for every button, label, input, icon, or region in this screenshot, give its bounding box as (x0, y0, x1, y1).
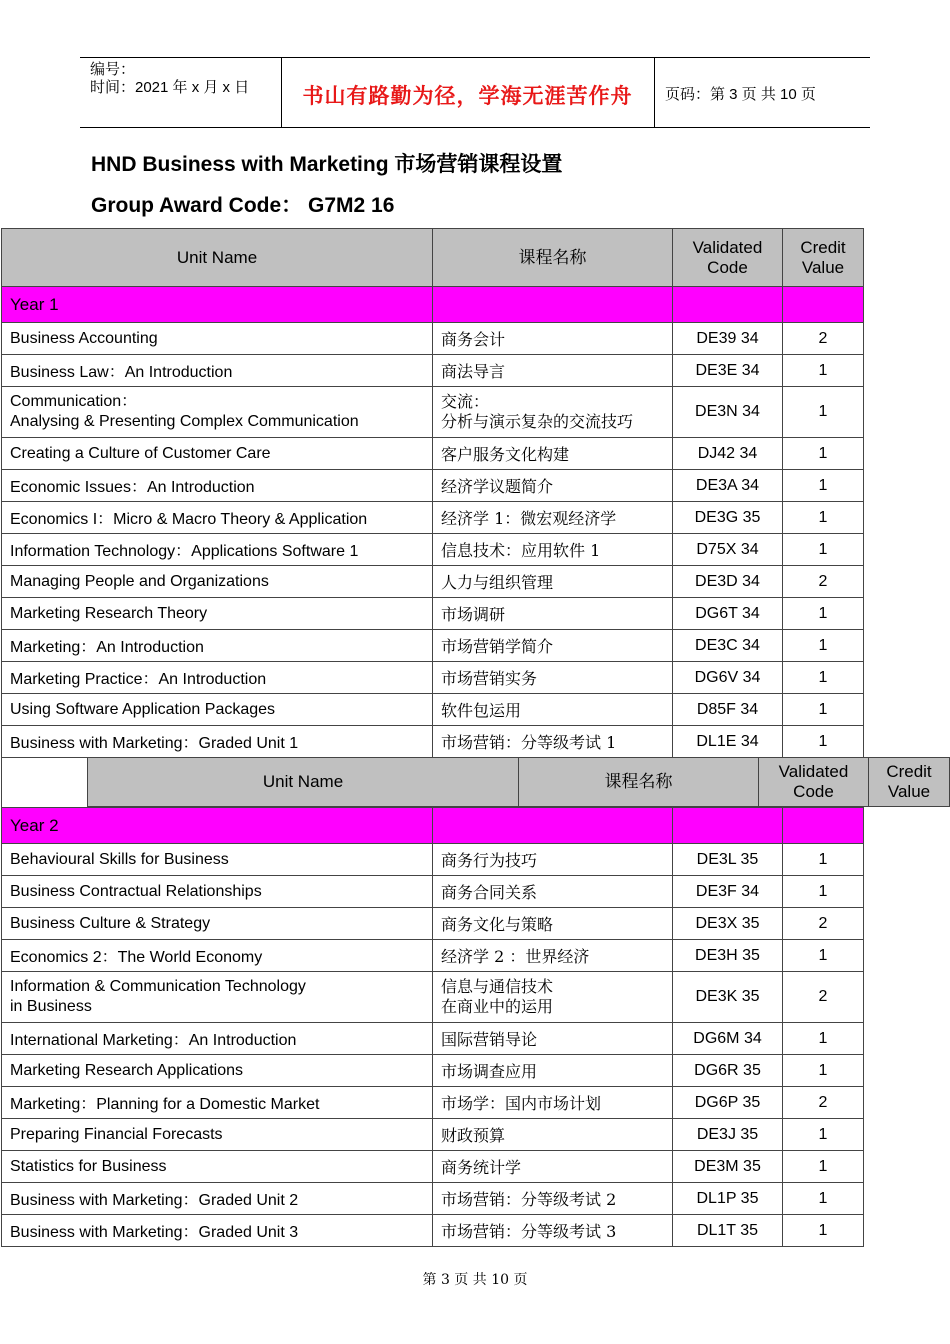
table-row (2, 502, 864, 534)
cn-name-cell: 软件包运用 (433, 694, 673, 726)
year-empty-cell (433, 287, 673, 323)
validated-code-cell: DJ42 34 (673, 438, 783, 470)
table-row (2, 1023, 864, 1055)
cn-name-cell: 市场营销学简介 (433, 630, 673, 662)
validated-code-cell: DL1P 35 (673, 1183, 783, 1215)
cn-name-cell: 市场调查应用 (433, 1055, 673, 1087)
year-row (2, 808, 864, 844)
unit-name-cell: Statistics for Business (2, 1151, 433, 1183)
unit-name-cell: Marketing Practice：An Introduction (2, 662, 433, 694)
unit-name-cell: Information Technology：Applications Software 1 (2, 534, 433, 566)
credit-value-cell: 2 (783, 566, 864, 598)
unit-name-cell: Business Contractual Relationships (2, 876, 433, 908)
unit-name-cell: Marketing Research Applications (2, 1055, 433, 1087)
year-label: Year 1 (2, 287, 433, 323)
credit-value-cell: 1 (783, 355, 864, 387)
table-row (2, 323, 864, 355)
year-empty-cell (673, 808, 783, 844)
unit-name-cell: Preparing Financial Forecasts (2, 1119, 433, 1151)
credit-value-cell: 1 (783, 1183, 864, 1215)
table-row (2, 566, 864, 598)
year-empty-cell (673, 287, 783, 323)
col-header-cn-name: 课程名称 (519, 758, 759, 807)
table-row (2, 1151, 864, 1183)
unit-name-cell: Business Accounting (2, 323, 433, 355)
credit-value-cell: 1 (783, 1215, 864, 1247)
validated-code-cell: DG6P 35 (673, 1087, 783, 1119)
credit-value-cell: 1 (783, 726, 864, 758)
table-row (2, 844, 864, 876)
credit-value-cell: 2 (783, 908, 864, 940)
unit-name-cell: Economics I：Micro & Macro Theory & Application (2, 502, 433, 534)
credit-value-cell: 1 (783, 662, 864, 694)
table-header-stub (1, 757, 88, 807)
year2-table-header (87, 757, 950, 807)
unit-name-cell: Economics 2：The World Economy (2, 940, 433, 972)
cn-name-cell: 市场学：国内市场计划 (433, 1087, 673, 1119)
cn-name-cell: 财政预算 (433, 1119, 673, 1151)
year-empty-cell (783, 808, 864, 844)
validated-code-cell: DE3A 34 (673, 470, 783, 502)
cn-name-cell: 国际营销导论 (433, 1023, 673, 1055)
validated-code-cell: DG6M 34 (673, 1023, 783, 1055)
page-footer: 第 3 页 共 10 页 (422, 1272, 528, 1288)
credit-value-cell: 2 (783, 1087, 864, 1119)
cn-name-cell: 市场营销实务 (433, 662, 673, 694)
header-motto-cell (281, 58, 655, 127)
table-row (2, 662, 864, 694)
unit-name-cell: International Marketing：An Introduction (2, 1023, 433, 1055)
cn-name-cell: 商务合同关系 (433, 876, 673, 908)
credit-value-cell: 1 (783, 876, 864, 908)
cn-name-cell: 经济学议题简介 (433, 470, 673, 502)
document-header (80, 57, 870, 128)
cn-name-cell: 交流： 分析与演示复杂的交流技巧 (433, 387, 673, 438)
table-row (2, 726, 864, 758)
table-row (2, 1215, 864, 1247)
validated-code-cell: DE3M 35 (673, 1151, 783, 1183)
year2-units-table (1, 807, 864, 1247)
document-number-label: 编号： (90, 61, 136, 78)
cn-name-cell: 市场调研 (433, 598, 673, 630)
table-row (2, 598, 864, 630)
table-row (2, 387, 864, 438)
table-row (2, 876, 864, 908)
table-row (2, 438, 864, 470)
col-header-cn-name: 课程名称 (433, 229, 673, 287)
unit-name-cell: Information & Communication Technology in Business (2, 972, 433, 1023)
validated-code-cell: DG6R 35 (673, 1055, 783, 1087)
validated-code-cell: DE3L 35 (673, 844, 783, 876)
year-empty-cell (433, 808, 673, 844)
validated-code-cell: DE3G 35 (673, 502, 783, 534)
credit-value-cell: 1 (783, 534, 864, 566)
credit-value-cell: 1 (783, 1151, 864, 1183)
credit-value-cell: 1 (783, 694, 864, 726)
col-header-credit-value: Credit Value (783, 229, 864, 287)
table-row (2, 1119, 864, 1151)
year-row (2, 287, 864, 323)
credit-value-cell: 1 (783, 470, 864, 502)
validated-code-cell: DL1E 34 (673, 726, 783, 758)
table-row (2, 1087, 864, 1119)
cn-name-cell: 商务统计学 (433, 1151, 673, 1183)
col-header-validated-code: Validated Code (759, 758, 869, 807)
unit-name-cell: Business Law：An Introduction (2, 355, 433, 387)
unit-name-cell: Business with Marketing：Graded Unit 3 (2, 1215, 433, 1247)
credit-value-cell: 1 (783, 598, 864, 630)
validated-code-cell: D85F 34 (673, 694, 783, 726)
table-row (2, 1055, 864, 1087)
validated-code-cell: DE3K 35 (673, 972, 783, 1023)
col-header-validated-code: Validated Code (673, 229, 783, 287)
unit-name-cell: Marketing：Planning for a Domestic Market (2, 1087, 433, 1119)
table-row (2, 355, 864, 387)
col-header-credit-value: Credit Value (869, 758, 950, 807)
year-label: Year 2 (2, 808, 433, 844)
credit-value-cell: 2 (783, 972, 864, 1023)
validated-code-cell: DE3J 35 (673, 1119, 783, 1151)
col-header-unit-name: Unit Name (88, 758, 519, 807)
cn-name-cell: 信息与通信技术 在商业中的运用 (433, 972, 673, 1023)
table-row (2, 972, 864, 1023)
validated-code-cell: DL1T 35 (673, 1215, 783, 1247)
table-row (2, 940, 864, 972)
unit-name-cell: Business with Marketing：Graded Unit 1 (2, 726, 433, 758)
table-header-row (2, 229, 864, 287)
unit-name-cell: Marketing Research Theory (2, 598, 433, 630)
cn-name-cell: 人力与组织管理 (433, 566, 673, 598)
table-row (2, 470, 864, 502)
header-page-number: 页码：第 3 页 共 10 页 (665, 86, 816, 103)
group-award-code: Group Award Code： G7M2 16 (91, 194, 395, 217)
validated-code-cell: DE3E 34 (673, 355, 783, 387)
cn-name-cell: 商务文化与策略 (433, 908, 673, 940)
credit-value-cell: 1 (783, 844, 864, 876)
validated-code-cell: DE3N 34 (673, 387, 783, 438)
credit-value-cell: 1 (783, 387, 864, 438)
credit-value-cell: 1 (783, 1055, 864, 1087)
validated-code-cell: DE3F 34 (673, 876, 783, 908)
validated-code-cell: DG6T 34 (673, 598, 783, 630)
header-meta-cell (80, 58, 282, 127)
table-row (2, 534, 864, 566)
table-row (2, 1183, 864, 1215)
cn-name-cell: 商务会计 (433, 323, 673, 355)
cn-name-cell: 经济学 2 ：世界经济 (433, 940, 673, 972)
unit-name-cell: Marketing：An Introduction (2, 630, 433, 662)
unit-name-cell: Creating a Culture of Customer Care (2, 438, 433, 470)
credit-value-cell: 1 (783, 502, 864, 534)
cn-name-cell: 商务行为技巧 (433, 844, 673, 876)
validated-code-cell: DG6V 34 (673, 662, 783, 694)
unit-name-cell: Using Software Application Packages (2, 694, 433, 726)
header-page-cell (655, 58, 870, 127)
credit-value-cell: 1 (783, 630, 864, 662)
unit-name-cell: Business Culture & Strategy (2, 908, 433, 940)
credit-value-cell: 2 (783, 323, 864, 355)
document-title: HND Business with Marketing 市场营销课程设置 (91, 153, 563, 176)
document-time-label: 时间：2021 年 x 月 x 日 (90, 79, 250, 96)
credit-value-cell: 1 (783, 438, 864, 470)
table-row (2, 908, 864, 940)
credit-value-cell: 1 (783, 1023, 864, 1055)
credit-value-cell: 1 (783, 1119, 864, 1151)
cn-name-cell: 信息技术：应用软件 1 (433, 534, 673, 566)
credit-value-cell: 1 (783, 940, 864, 972)
cn-name-cell: 市场营销：分等级考试 2 (433, 1183, 673, 1215)
unit-name-cell: Economic Issues：An Introduction (2, 470, 433, 502)
cn-name-cell: 客户服务文化构建 (433, 438, 673, 470)
cn-name-cell: 市场营销：分等级考试 3 (433, 1215, 673, 1247)
year1-units-table (1, 228, 864, 758)
header-motto: 书山有路勤为径，学海无涯苦作舟 (302, 83, 633, 108)
cn-name-cell: 经济学 1：微宏观经济学 (433, 502, 673, 534)
validated-code-cell: DE3C 34 (673, 630, 783, 662)
unit-name-cell: Managing People and Organizations (2, 566, 433, 598)
validated-code-cell: DE39 34 (673, 323, 783, 355)
validated-code-cell: DE3H 35 (673, 940, 783, 972)
validated-code-cell: DE3D 34 (673, 566, 783, 598)
cn-name-cell: 市场营销：分等级考试 1 (433, 726, 673, 758)
unit-name-cell: Communication： Analysing & Presenting Complex Communication (2, 387, 433, 438)
unit-name-cell: Behavioural Skills for Business (2, 844, 433, 876)
year-empty-cell (783, 287, 864, 323)
table-row (2, 694, 864, 726)
table-row (2, 630, 864, 662)
validated-code-cell: D75X 34 (673, 534, 783, 566)
unit-name-cell: Business with Marketing：Graded Unit 2 (2, 1183, 433, 1215)
cn-name-cell: 商法导言 (433, 355, 673, 387)
col-header-unit-name: Unit Name (2, 229, 433, 287)
validated-code-cell: DE3X 35 (673, 908, 783, 940)
